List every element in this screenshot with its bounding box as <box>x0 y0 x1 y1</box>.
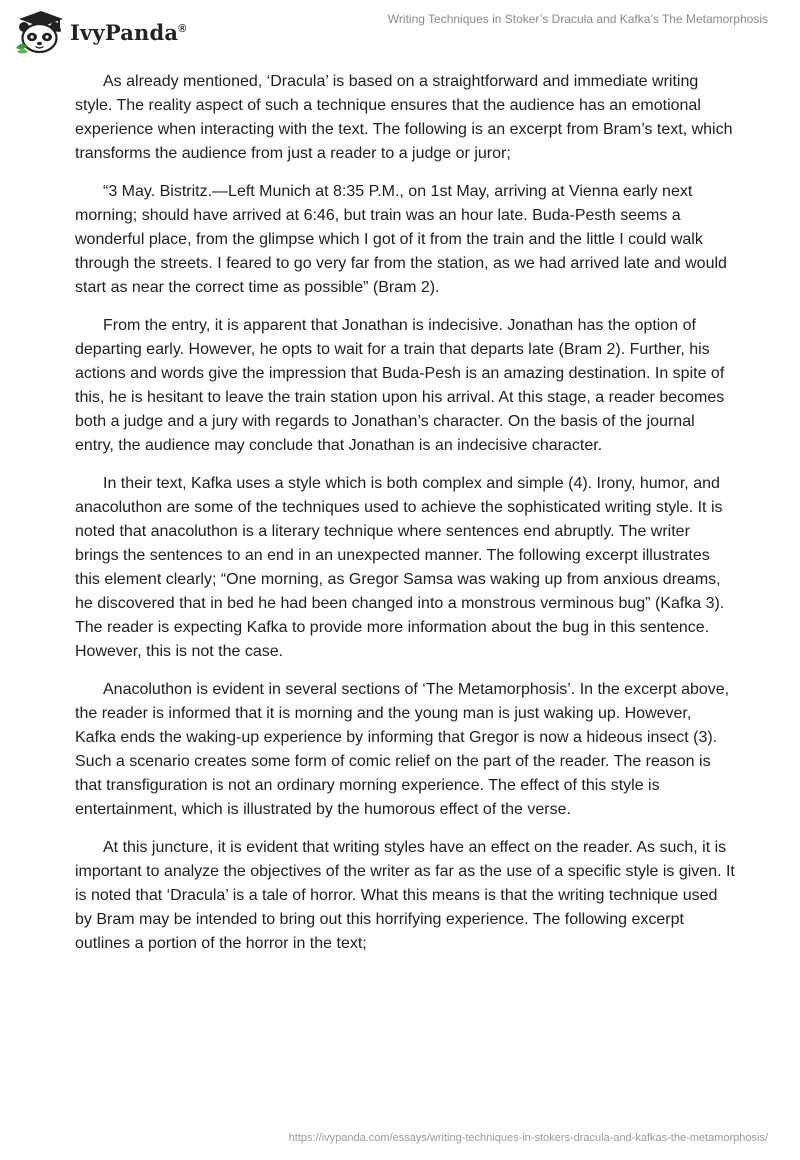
paragraph: At this juncture, it is evident that writing styles have an effect on the reader. As such, it is important to analyze the objectives of the writer as far as the use of a specific style is given. It is noted that ‘Dracula’ is a tale of horror. What this means is that the writing technique used by Bram may be intended to bring out this horrifying experience. The following excerpt outlines a portion of the horror in the text; <box>75 839 735 952</box>
brand-name <box>70 20 187 45</box>
registered-mark: ® <box>178 22 187 35</box>
source-url[interactable]: https://ivypanda.com/essays/writing-techniques-in-stokers-dracula-and-kafkas-the-metamorphosis/ <box>288 1132 768 1144</box>
panda-mascot-icon <box>14 10 64 54</box>
paragraph: From the entry, it is apparent that Jonathan is indecisive. Jonathan has the option of departing early. However, he opts to wait for a train that departs late (Bram 2). Further, his actions and words give the impression that Buda-Pesh is an amazing destination. In spite of this, he is hesitant to leave the train station upon his arrival. At this stage, a reader becomes both a judge and a jury with regards to Jonathan’s character. On the basis of the journal entry, the audience may conclude that Jonathan is an indecisive character. <box>75 317 725 454</box>
paragraph: Anacoluthon is evident in several sections of ‘The Metamorphosis’. In the excerpt above, the reader is informed that it is morning and the young man is just waking up. However, Kafka ends the waking-up experience by informing that Gregor is now a hideous insect (3). Such a scenario creates some form of comic relief on the part of the reader. The reason is that transfiguration is not an ordinary morning experience. The effect of this style is entertainment, which is illustrated by the humorous effect of the verse. <box>75 681 730 818</box>
paragraph: In their text, Kafka uses a style which is both complex and simple (4). Irony, humor, and anacoluthon are some of the techniques used to achieve the sophisticated writing style. It is noted that anacoluthon is a literary technique where sentences end abruptly. The writer brings the sentences to an end in an unexpected manner. The following excerpt illustrates this element clearly; “One morning, as Gregor Samsa was waking up from anxious dreams, he discovered that in bed he had been changed into a monstrous verminous bug” (Kafka 3). The reader is expecting Kafka to provide more information about the bug in this sentence. However, this is not the case. <box>75 475 725 660</box>
brand-name-text: IvyPanda <box>70 19 179 45</box>
ivypanda-logo[interactable] <box>14 10 187 54</box>
paragraph: “3 May. Bistritz.—Left Munich at 8:35 P.M., on 1st May, arriving at Vienna early next morning; should have arrived at 6:46, but train was an hour late. Buda-Pesth seems a wonderful place, from the glimpse which I got of it from the train and the little I could walk through the streets. I feared to go very far from the station, as we had arrived late and would start as near the correct time as possible” (Bram 2). <box>75 183 727 296</box>
essay-body <box>75 70 735 970</box>
paragraph: As already mentioned, ‘Dracula’ is based on a straightforward and immediate writing style. The reality aspect of such a technique ensures that the audience has an emotional experience when interacting with the text. The following is an excerpt from Bram’s text, which transforms the audience from just a reader to a judge or juror; <box>75 73 733 162</box>
document-title: Writing Techniques in Stoker’s Dracula and Kafka’s The Metamorphosis <box>387 12 768 26</box>
page-header <box>0 0 800 60</box>
